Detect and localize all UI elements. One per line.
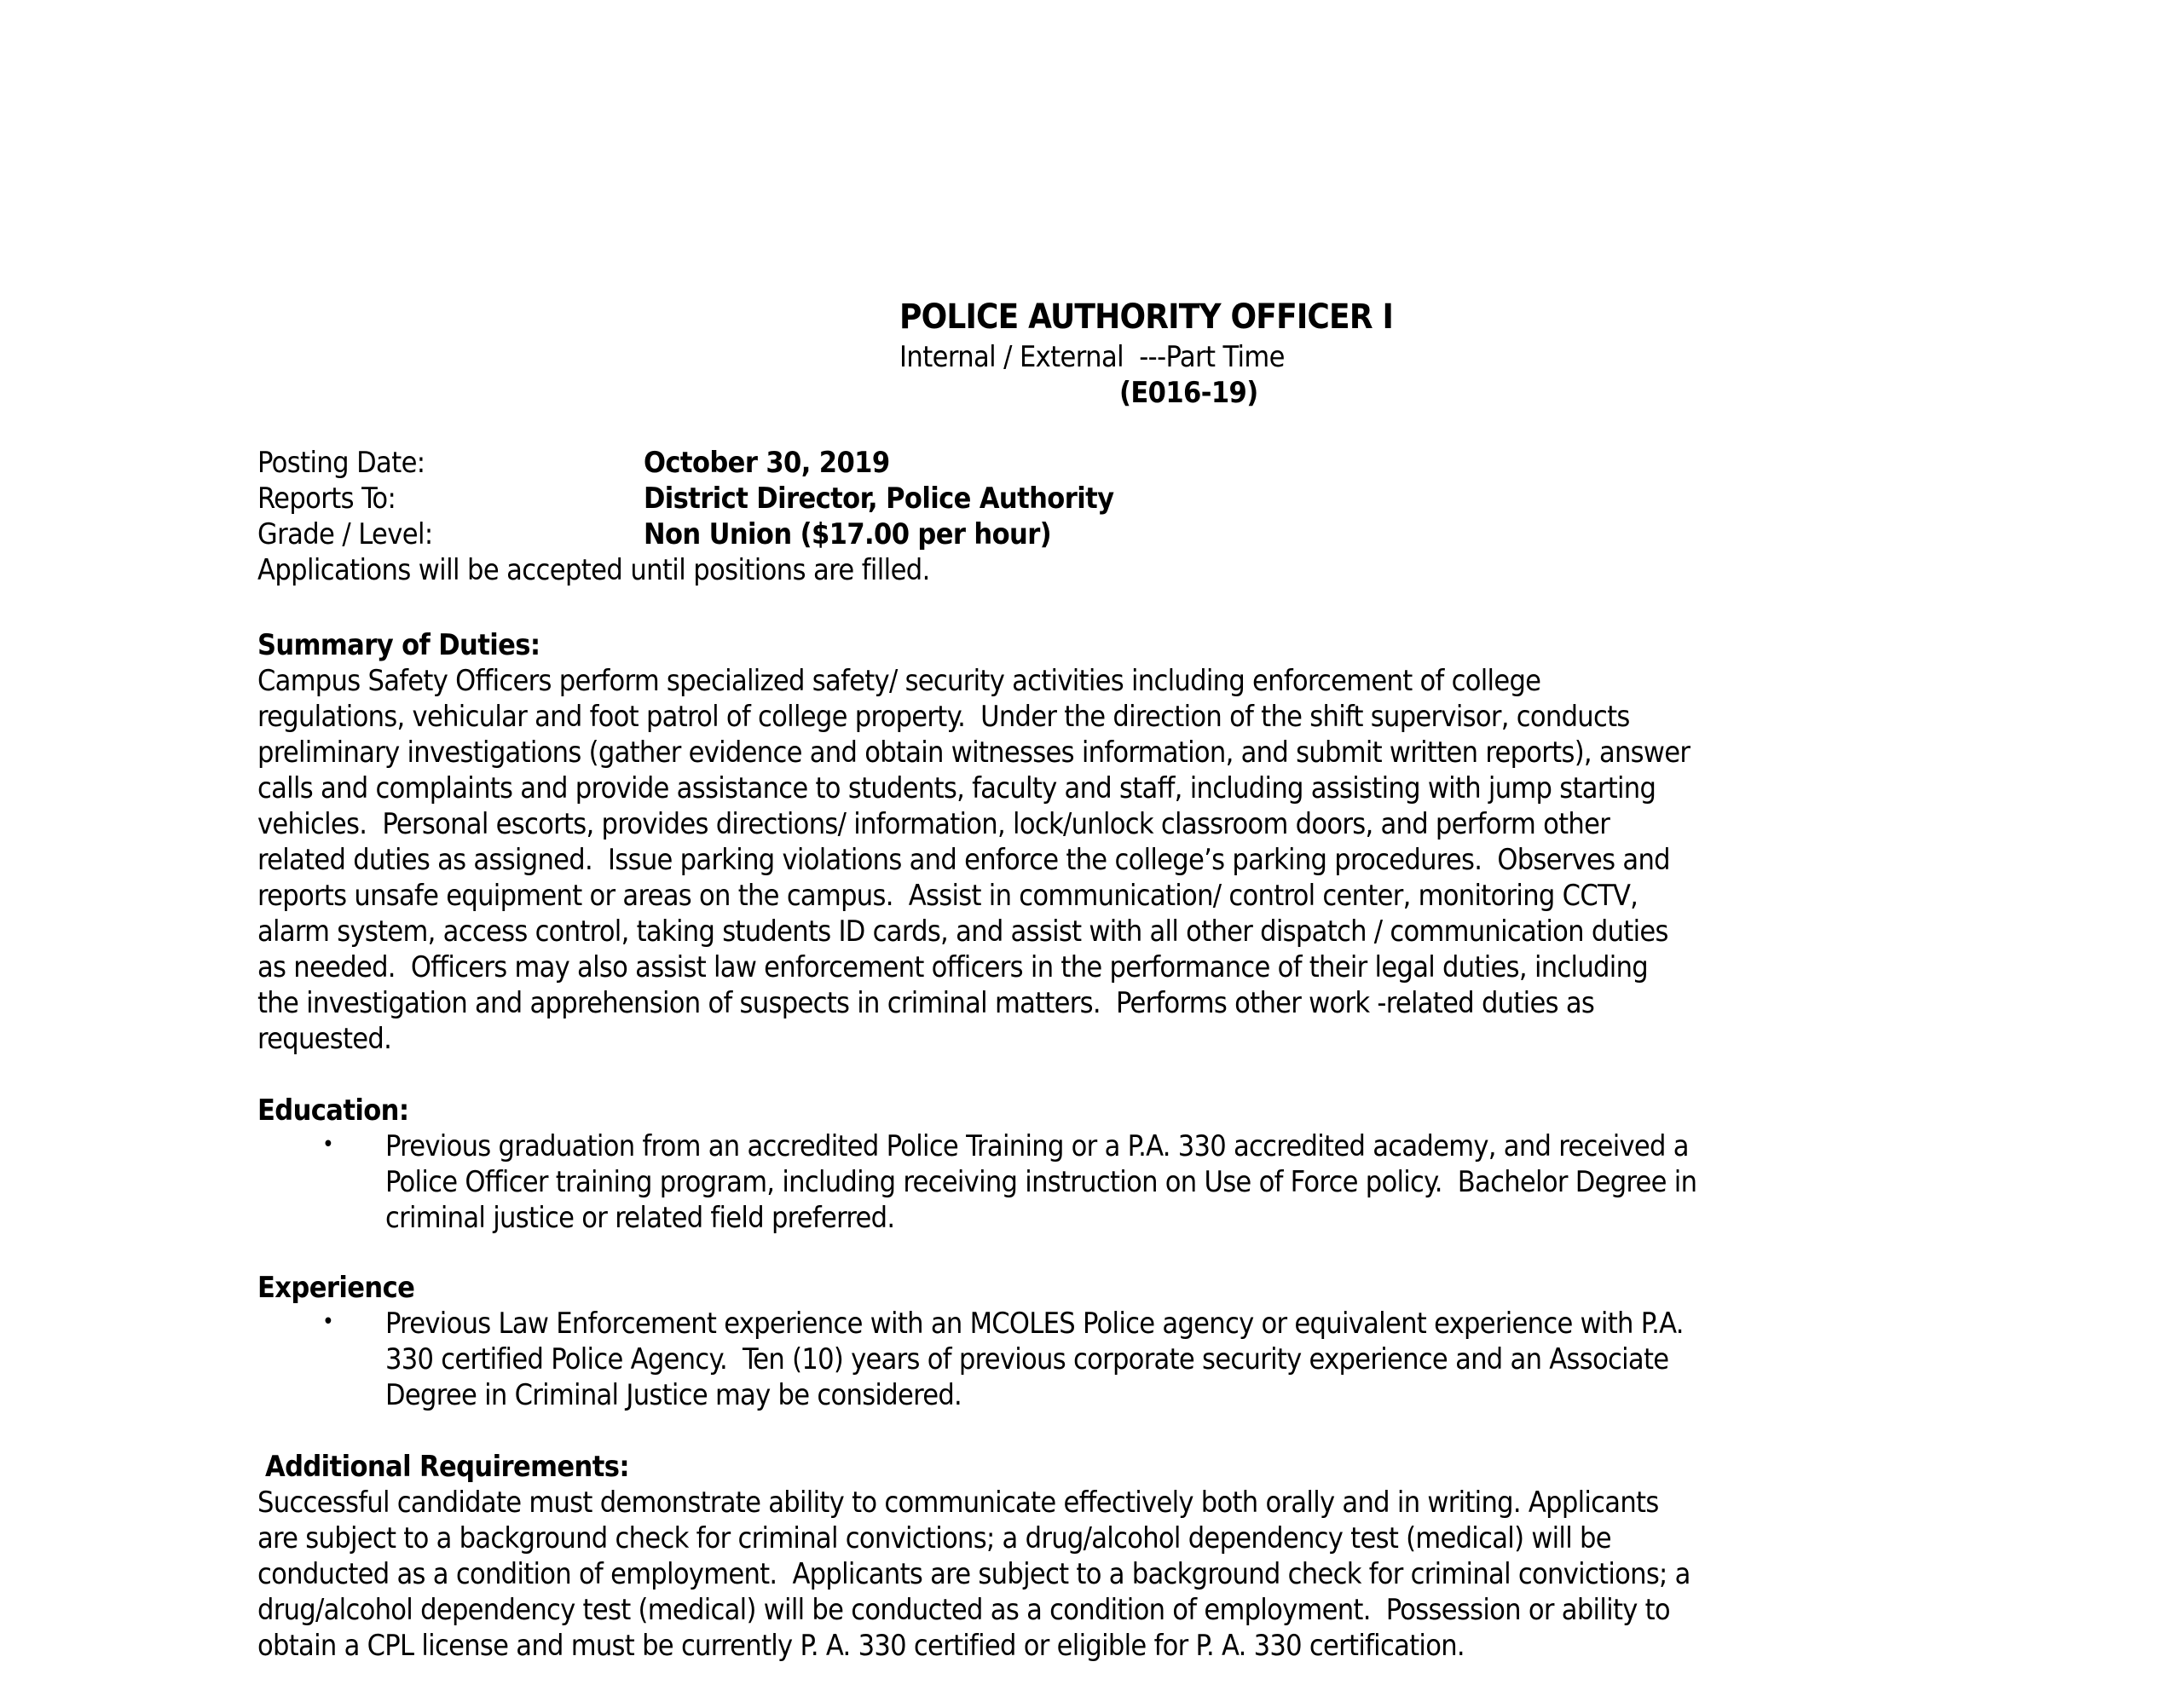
summary-line: Campus Safety Officers perform specialized safety/ security activities including enforcement of college — [257, 664, 1541, 698]
summary-line: calls and complaints and provide assistance to students, faculty and staff, including assisting with jump starting — [257, 771, 1656, 805]
summary-line: requested. — [257, 1022, 392, 1056]
education-line: criminal justice or related field preferred. — [385, 1201, 895, 1235]
summary-line: alarm system, access control, taking students ID cards, and assist with all other dispatch / communication duties — [257, 915, 1668, 949]
experience-line: 330 certified Police Agency. Ten (10) years of previous corporate security experience and an Associate — [385, 1342, 1669, 1376]
summary-line: as needed. Officers may also assist law enforcement officers in the performance of their legal duties, including — [257, 950, 1648, 984]
grade-level-value: Non Union ($17.00 per hour) — [644, 517, 1052, 551]
bullet-icon: • — [322, 1309, 334, 1335]
additional-requirements-heading: Additional Requirements: — [265, 1450, 629, 1484]
summary-line: related duties as assigned. Issue parking violations and enforce the college’s parking procedures. Observes and — [257, 843, 1670, 877]
additional-line: Successful candidate must demonstrate ability to communicate effectively both orally and in writing. Applicants — [257, 1486, 1659, 1520]
education-line: Previous graduation from an accredited Police Training or a P.A. 330 accredited academy, and received a — [385, 1129, 1689, 1163]
posting-date-value: October 30, 2019 — [644, 446, 890, 480]
summary-line: the investigation and apprehension of suspects in criminal matters. Performs other work -related duties as — [257, 986, 1595, 1020]
summary-line: regulations, vehicular and foot patrol of college property. Under the direction of the shift supervisor, conducts — [257, 700, 1630, 734]
applications-note: Applications will be accepted until positions are filled. — [257, 553, 930, 587]
additional-line: conducted as a condition of employment. Applicants are subject to a background check for criminal convictions; a — [257, 1557, 1690, 1591]
posting-date-label: Posting Date: — [257, 446, 425, 480]
additional-line: obtain a CPL license and must be currently P. A. 330 certified or eligible for P. A. 330 certification. — [257, 1629, 1465, 1663]
experience-heading: Experience — [257, 1271, 415, 1305]
additional-line: drug/alcohol dependency test (medical) will be conducted as a condition of employment. Possession or ability to — [257, 1593, 1670, 1627]
additional-line: are subject to a background check for criminal convictions; a drug/alcohol dependency test (medical) will be — [257, 1521, 1611, 1555]
summary-line: preliminary investigations (gather evidence and obtain witnesses information, and submit written reports), answer — [257, 736, 1690, 770]
experience-line: Previous Law Enforcement experience with an MCOLES Police agency or equivalent experience with P.A. — [385, 1307, 1684, 1341]
bullet-icon: • — [322, 1132, 334, 1157]
reports-to-value: District Director, Police Authority — [644, 482, 1114, 516]
education-line: Police Officer training program, including receiving instruction on Use of Force policy. Bachelor Degree in — [385, 1165, 1697, 1199]
reports-to-label: Reports To: — [257, 482, 396, 516]
grade-level-label: Grade / Level: — [257, 517, 433, 551]
job-subtitle: Internal / External ---Part Time — [899, 340, 1285, 374]
education-heading: Education: — [257, 1093, 409, 1128]
job-title: POLICE AUTHORITY OFFICER I — [899, 297, 1394, 337]
posting-code: (E016-19) — [1119, 376, 1258, 410]
experience-line: Degree in Criminal Justice may be considered. — [385, 1378, 962, 1412]
summary-line: vehicles. Personal escorts, provides directions/ information, lock/unlock classroom doors, and perform other — [257, 807, 1610, 841]
summary-line: reports unsafe equipment or areas on the campus. Assist in communication/ control center, monitoring CCTV, — [257, 879, 1638, 913]
summary-heading: Summary of Duties: — [257, 628, 540, 662]
